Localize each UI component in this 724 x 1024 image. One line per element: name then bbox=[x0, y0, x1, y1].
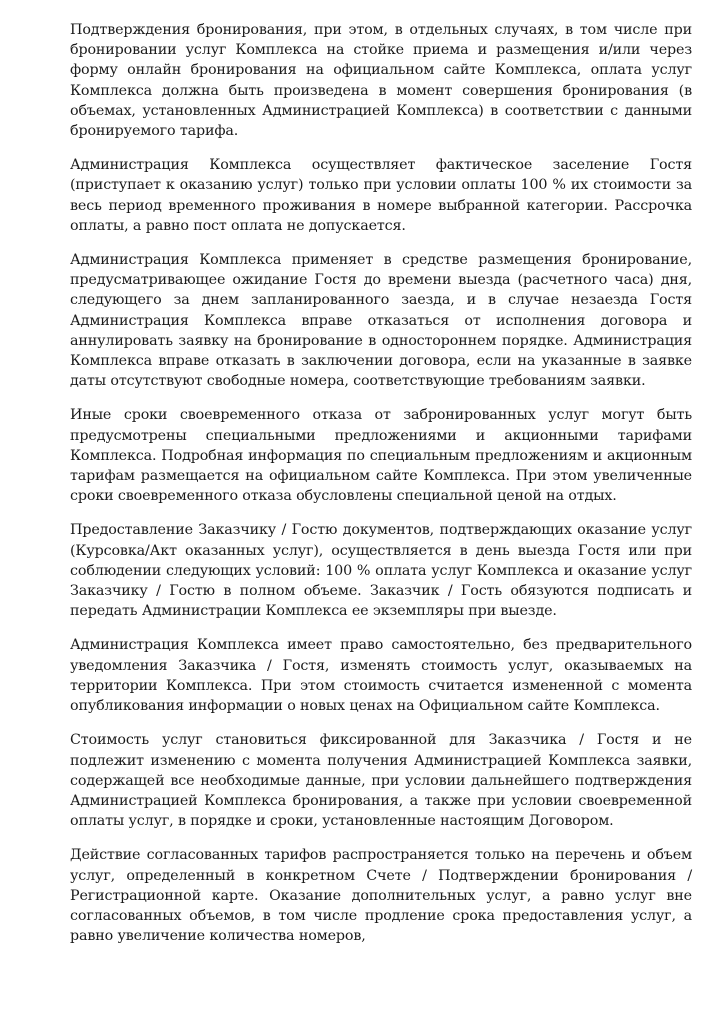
paragraph-price-changes: Администрация Комплекса имеет право самостоятельно, без предварительного уведомления Заказчика / Гостя, изменять стоимость услуг, оказываемых на территории Комплекса. При этом стоимость считается измененной с момента опубликования информации о новых ценах на Официальном сайте Комплекса. bbox=[70, 637, 692, 715]
paragraph-fixed-price: Стоимость услуг становиться фиксированной для Заказчика / Гостя и не подлежит изменению с момента получения Администрацией Комплекса заявки, содержащей все необходимые данные, при условии дальнейшего подтверждения Администрацией Комплекса бронирования, а также при условии своевременной оплаты услуг, в порядке и сроки, установленные настоящим Договором. bbox=[70, 732, 692, 830]
paragraph-cancellation-terms: Иные сроки своевременного отказа от забронированных услуг могут быть предусмотрены специальными предложениями и акционными тарифами Комплекса. Подробная информация по специальным предложениям и акционным тарифам размещается на официальном сайте Комплекса. При этом увеличенные сроки своевременного отказа обусловлены специальной ценой на отдых. bbox=[70, 407, 692, 505]
paragraph-booking-confirmation: Подтверждения бронирования, при этом, в отдельных случаях, в том числе при бронировании услуг Комплекса на стойке приема и размещения и/или через форму онлайн бронирования на официальном сайте Комплекса, оплата услуг Комплекса должна быть произведена в момент совершения бронирования (в объемах, установленных Администрацией Комплекса) в соответствии с данными бронируемого тарифа. bbox=[70, 22, 692, 140]
paragraph-service-documents: Предоставление Заказчику / Гостю документов, подтверждающих оказание услуг (Курсовка/Акт оказанных услуг), осуществляется в день выезда Гостя или при соблюдении следующих условий: 100 % оплата услуг Комплекса и оказание услуг Заказчику / Гостю в полном объеме. Заказчик / Гость обязуются подписать и передать Администрации Комплекса ее экземпляры при выезде. bbox=[70, 522, 692, 620]
paragraph-guaranteed-booking: Администрация Комплекса применяет в средстве размещения бронирование, предусматривающее ожидание Гостя до времени выезда (расчетного часа) дня, следующего за днем запланированного заезда, и в случае незаезда Гостя Администрация Комплекса вправе отказаться от исполнения договора и аннулировать заявку на бронирование в одностороннем порядке. Администрация Комплекса вправе отказать в заключении договора, если на указанные в заявке даты отсутствуют свободные номера, соответствующие требованиям заявки. bbox=[70, 252, 692, 390]
paragraph-agreed-tariffs: Действие согласованных тарифов распространяется только на перечень и объем услуг, определенный в конкретном Счете / Подтверждении бронирования / Регистрационной карте. Оказание дополнительных услуг, а равно услуг вне согласованных объемов, в том числе продление срока предоставления услуг, а равно увеличение количества номеров, bbox=[70, 847, 692, 945]
paragraph-check-in-payment: Администрация Комплекса осуществляет фактическое заселение Гостя (приступает к оказанию услуг) только при условии оплаты 100 % их стоимости за весь период временного проживания в номере выбранной категории. Рассрочка оплаты, а равно пост оплата не допускается. bbox=[70, 157, 692, 234]
document-page bbox=[70, 20, 692, 960]
